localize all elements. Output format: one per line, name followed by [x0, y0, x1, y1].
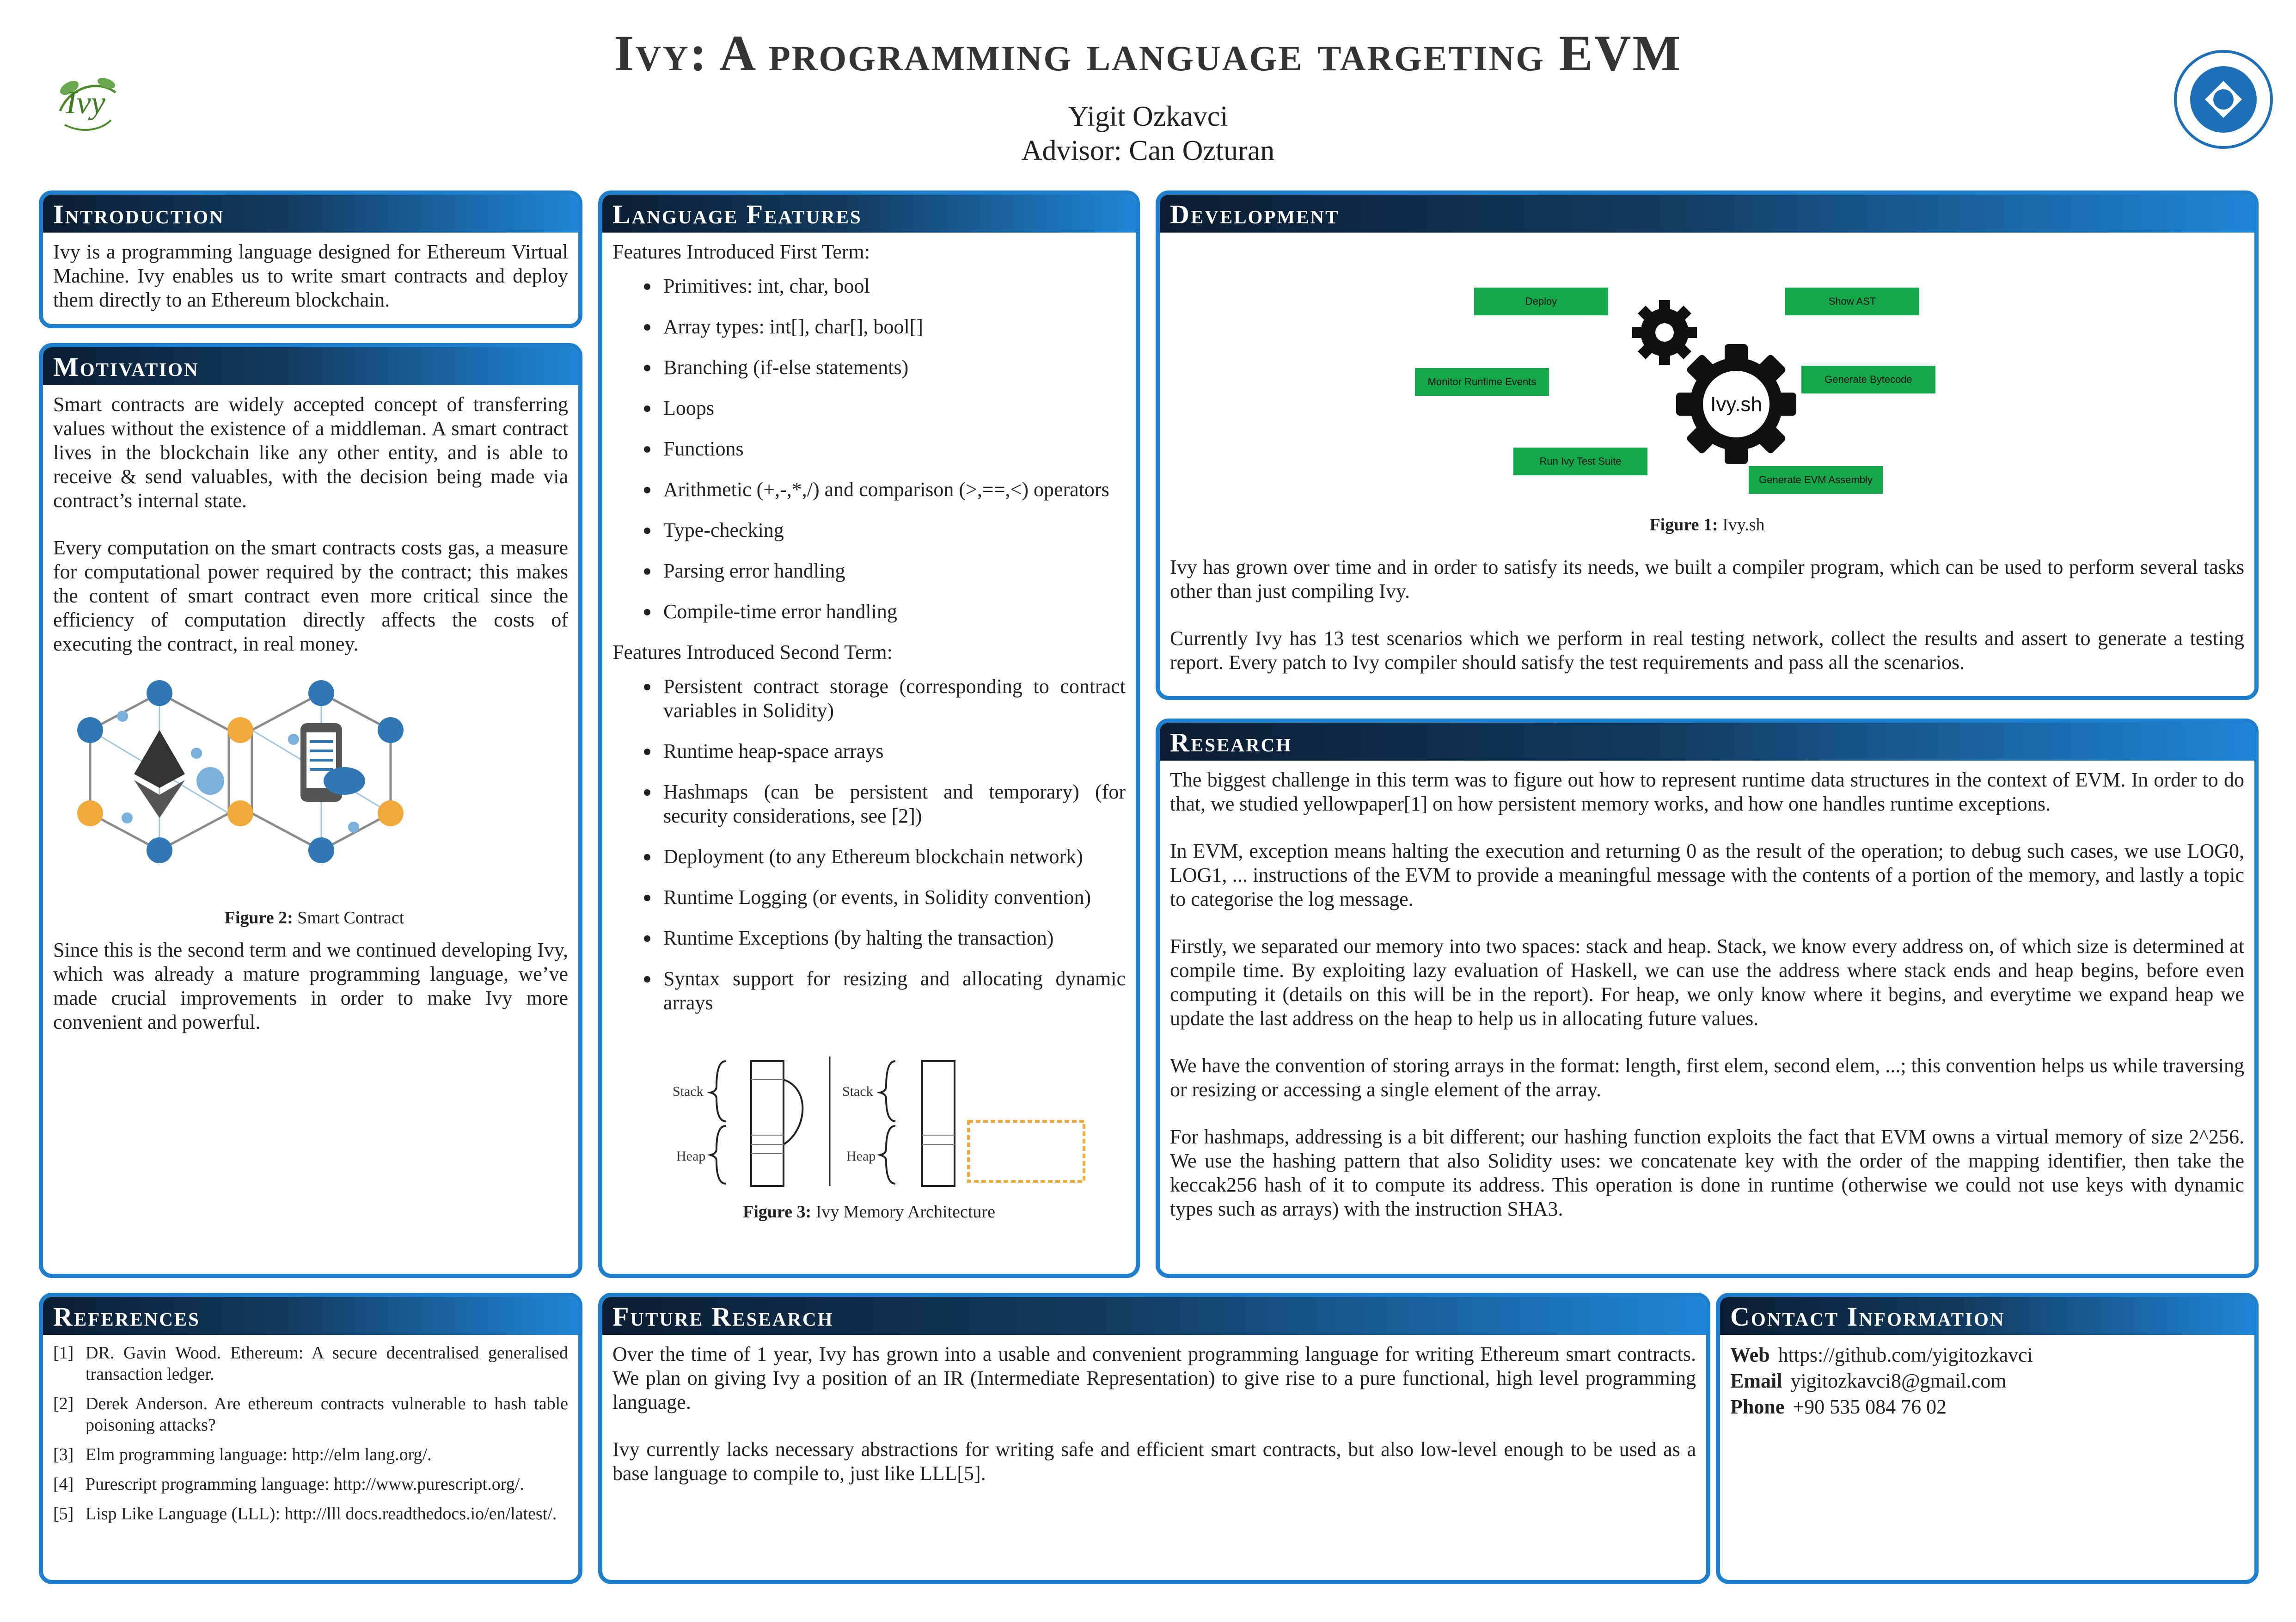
university-seal	[2173, 49, 2274, 150]
feature-item: Syntax support for resizing and allocating dynamic arrays	[612, 967, 1126, 1015]
research-heading: Research	[1160, 723, 2254, 761]
future-research-paragraph-2: Ivy currently lacks necessary abstractions for writing safe and efficient smart contracts, but also low-level enough to be used as a base language to compile to, just like LLL[5].	[612, 1438, 1696, 1485]
author-name: Yigit Ozkavci	[1068, 101, 1228, 132]
figure-3-caption: Figure 3: Ivy Memory Architecture	[743, 1202, 995, 1222]
feature-item: Compile-time error handling	[612, 600, 1126, 624]
feature-item: Primitives: int, char, bool	[612, 274, 1126, 298]
gear-icon	[1632, 300, 1808, 471]
feature-item: Runtime Exceptions (by halting the transaction)	[612, 926, 1126, 950]
feature-item: Type-checking	[612, 518, 1126, 542]
language-features-block	[598, 190, 1140, 1278]
reference-item: [1] DR. Gavin Wood. Ethereum: A secure decentralised generalised transaction ledger.	[53, 1343, 568, 1384]
research-paragraph-2: In EVM, exception means halting the execution and returning 0 as the result of the operation; to debug such cases, we use LOG0, LOG1, ... instructions of the EVM to provide a meaningful message with the contents of a portion of the memory, and lastly a topic to categorise the log message.	[1170, 840, 2244, 910]
development-heading: Development	[1160, 195, 2254, 233]
feature-item: Functions	[612, 437, 1126, 461]
task-generate-evm-assembly: Generate EVM Assembly	[1749, 466, 1883, 494]
language-features-heading: Language Features	[602, 195, 1136, 233]
first-term-label: Features Introduced First Term:	[612, 240, 870, 263]
contact-web-row: Web https://github.com/yigitozkavci	[1730, 1344, 2033, 1366]
heap-label-right: Heap	[846, 1149, 876, 1164]
memory-architecture-figure	[612, 1052, 1126, 1191]
feature-item: Arithmetic (+,-,*,/) and comparison (>,==,<) operators	[612, 478, 1126, 502]
research-block	[1156, 719, 2259, 1278]
development-block	[1156, 190, 2259, 700]
reference-item: [2] Derek Anderson. Are ethereum contracts vulnerable to hash table poisoning attacks?	[53, 1394, 568, 1435]
svg-text:Ivy: Ivy	[66, 85, 105, 121]
introduction-heading: Introduction	[43, 195, 578, 233]
smart-contract-figure	[53, 675, 568, 928]
references-block	[39, 1293, 582, 1584]
author-block	[0, 99, 2296, 168]
research-paragraph-3: Firstly, we separated our memory into two spaces: stack and heap. Stack, we know every address on, of which size is determined at compile time. By exploiting lazy evaluation of Haskell, we can use the address where stack ends and heap begins, before even computing it (details on this will be in the report). For heap, we only know where it begins, and everytime we expand heap we update the last address on the heap to help us in allocating future values.	[1170, 935, 2244, 1030]
introduction-block	[39, 190, 582, 328]
reference-list	[53, 1342, 568, 1524]
feature-item: Runtime Logging (or events, in Solidity convention)	[612, 885, 1126, 909]
task-monitor-runtime-events: Monitor Runtime Events	[1415, 368, 1549, 396]
advisor-name: Advisor: Can Ozturan	[1021, 135, 1275, 166]
contact-email-row: Email yigitozkavci8@gmail.com	[1730, 1370, 2007, 1392]
feature-item: Array types: int[], char[], bool[]	[612, 315, 1126, 339]
future-research-block	[598, 1293, 1710, 1584]
feature-item: Loops	[612, 396, 1126, 420]
stack-label-right: Stack	[842, 1084, 873, 1099]
figure-2-caption: Figure 2: Smart Contract	[224, 908, 404, 928]
development-paragraph-2: Currently Ivy has 13 test scenarios which we perform in real testing network, collect the results and assert to generate a testing report. Every patch to Ivy compiler should satisfy the test requirements and pass all the scenarios.	[1170, 627, 2244, 674]
contact-phone: +90 535 084 76 02	[1793, 1395, 1947, 1418]
motivation-paragraph-2: Every computation on the smart contracts costs gas, a measure for computational power required by the contract; this makes the content of smart contract even more critical since the efficiency of computation directly affects the costs of executing the contract, in real money.	[53, 536, 568, 655]
future-research-paragraph-1: Over the time of 1 year, Ivy has grown into a usable and convenient programming language for writing Ethereum smart contracts. We plan on giving Ivy a position of an IR (Intermediate Representation) to give rise to a pure functional, high level programming language.	[612, 1343, 1696, 1413]
motivation-paragraph-3: Since this is the second term and we continued developing Ivy, which was already a mature programming language, we’ve made crucial improvements in order to make Ivy more convenient and powerful.	[53, 939, 568, 1033]
contact-block	[1716, 1293, 2259, 1584]
feature-item: Persistent contract storage (corresponding to contract variables in Solidity)	[612, 675, 1126, 723]
task-generate-bytecode: Generate Bytecode	[1801, 366, 1935, 393]
feature-item: Parsing error handling	[612, 559, 1126, 583]
task-run-ivy-test-suite: Run Ivy Test Suite	[1513, 448, 1647, 475]
task-show-ast: Show AST	[1785, 288, 1919, 315]
reference-item: [4] Purescript programming language: http://www.purescript.org/.	[53, 1475, 524, 1494]
development-paragraph-1: Ivy has grown over time and in order to satisfy its needs, we built a compiler program, which can be used to perform several tasks other than just compiling Ivy.	[1170, 556, 2244, 602]
contact-web-link[interactable]: https://github.com/yigitozkavci	[1778, 1344, 2033, 1366]
research-paragraph-1: The biggest challenge in this term was to figure out how to represent runtime data structures in the context of EVM. In order to do that, we studied yellowpaper[1] on how persistent memory works, and how one handles runtime exceptions.	[1170, 768, 2244, 815]
references-heading: References	[43, 1297, 578, 1335]
motivation-paragraph-1: Smart contracts are widely accepted concept of transferring values without the existence of a middleman. A smart contract lives in the blockchain like any other entity, and is able to receive & send valuables, with the decision being made via contract’s internal state.	[53, 393, 568, 512]
contact-email-link[interactable]: yigitozkavci8@gmail.com	[1790, 1370, 2007, 1392]
feature-item: Branching (if-else statements)	[612, 356, 1126, 380]
task-deploy: Deploy	[1474, 288, 1608, 315]
motivation-block	[39, 343, 582, 1278]
motivation-heading: Motivation	[43, 347, 578, 385]
ivy-sh-label: Ivy.sh	[1710, 393, 1762, 416]
heap-label-left: Heap	[676, 1149, 706, 1164]
stack-label-left: Stack	[673, 1084, 704, 1099]
feature-item: Hashmaps (can be persistent and temporary) (for security considerations, see [2])	[612, 780, 1126, 828]
second-term-list	[612, 675, 1126, 1015]
ivy-sh-figure	[1170, 240, 2244, 508]
feature-item: Runtime heap-space arrays	[612, 739, 1126, 763]
feature-item: Deployment (to any Ethereum blockchain network)	[612, 845, 1126, 869]
poster-title: Ivy: A programming language targeting EVM	[614, 25, 1682, 81]
first-term-list	[612, 274, 1126, 624]
contact-heading: Contact Information	[1720, 1297, 2254, 1335]
future-research-heading: Future Research	[602, 1297, 1706, 1335]
figure-1-caption: Figure 1: Ivy.sh	[1649, 515, 1765, 535]
reference-item: [3] Elm programming language: http://elm lang.org/.	[53, 1445, 432, 1464]
research-paragraph-4: We have the convention of storing arrays in the format: length, first elem, second elem, ...; this convention helps us while traversing or resizing or accessing a single element of the array.	[1170, 1054, 2244, 1101]
second-term-label: Features Introduced Second Term:	[612, 641, 893, 664]
contact-phone-row: Phone +90 535 084 76 02	[1730, 1395, 1947, 1418]
research-paragraph-5: For hashmaps, addressing is a bit different; our hashing function exploits the fact that EVM owns a virtual memory of size 2^256. We use the hashing pattern that also Solidity uses: we concatenate key with the order of the mapping identifier, then take the keccak256 hash of it to compute its address. This operation is done in runtime (otherwise we could not use keys with dynamic types such as arrays) with the instruction SHA3.	[1170, 1125, 2244, 1220]
reference-item: [5] Lisp Like Language (LLL): http://lll docs.readthedocs.io/en/latest/.	[53, 1504, 557, 1524]
introduction-text: Ivy is a programming language designed for Ethereum Virtual Machine. Ivy enables us to write smart contracts and deploy them directly to an Ethereum blockchain.	[53, 240, 568, 311]
